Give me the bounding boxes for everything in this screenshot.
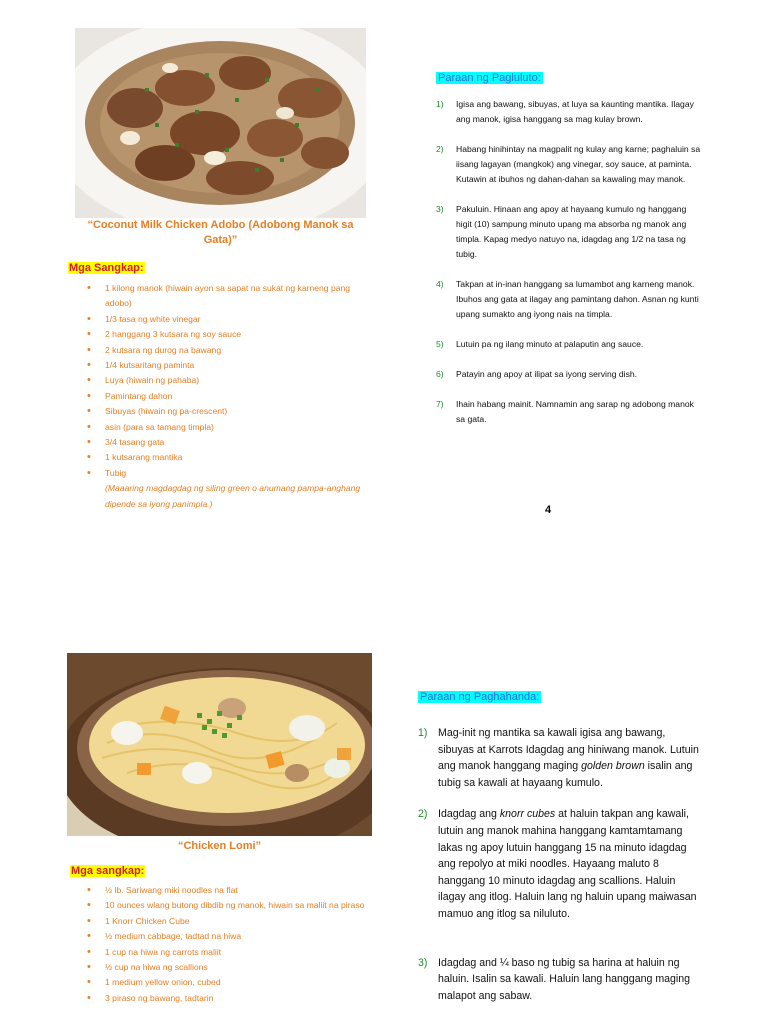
step-item	[436, 367, 704, 382]
ingredient-item: • ½ lb. Sariwang miki noodles na flat	[87, 883, 367, 898]
step-item	[436, 397, 704, 427]
step-text: Takpan at in-inan hanggang sa lumambot ang karneng manok. Ibuhos ang gata at ilagay ang pamintang dahon. Asnan ng kunti upang sumakto ang iyong nais na timpla.	[456, 279, 699, 319]
step-number: 3)	[436, 204, 444, 214]
ingredient-item: • Pamintang dahon	[87, 389, 372, 404]
step-item	[418, 806, 700, 922]
step-item	[418, 725, 700, 791]
recipe1-ingredients-list	[87, 281, 372, 512]
steps-heading-text: Paraan ng Pagluluto:	[438, 72, 541, 84]
ingredient-item: • 10 ounces wlang butong dibdib ng manok, hiwain sa maliit na piraso	[87, 898, 367, 913]
step-number: 1)	[436, 99, 444, 109]
lomi-illustration	[67, 653, 372, 836]
ingredient-item: • 1 cup na hiwa ng carrots maliit	[87, 945, 367, 960]
ingredient-item: • 1 kilong manok (hiwain ayon sa sapat na sukat ng karneng pang adobo)	[87, 281, 372, 312]
step-text-part: Idagdag ang	[438, 808, 500, 821]
step-text-part: at haluin takpan ang kawali, lutuin ang manok mahina hanggang kamtamtamang lakas ng apoy lutuin hanggang 15 na minuto idagdag ang repolyo at miki noodles. Hayaang maluto 8 hanggang 10 minuto idagdag ang scallions. Haluin ilagay ang itlog. Haluin lang ng haluin upang maiwasan mamuo ang itlog sa niluluto.	[438, 808, 697, 920]
step-number: 1)	[418, 727, 428, 739]
ingredients-heading-text: Mga Sangkap:	[69, 262, 144, 274]
ingredient-item: • 1 Knorr Chicken Cube	[87, 914, 367, 929]
step-text: Ihain habang mainit. Namnamin ang sarap ng adobong manok sa gata.	[456, 399, 694, 424]
step-number: 3)	[418, 956, 428, 969]
step-text: Pakuluin. Hinaan ang apoy at hayaang kumulo ng hanggang higit (10) sampung minuto upang ma absorba ng manok ang timpla. Kapag medyo natuyo na, idagdag ang 1/2 na tasa ng tubig.	[456, 204, 687, 259]
step-text-emphasis: knorr cubes	[499, 808, 556, 821]
ingredient-item: • ½ medium cabbage, tadtad na hiwa	[87, 929, 367, 944]
lomi-photo	[67, 653, 372, 836]
step-text-part: Idagdag and ¼ baso ng tubig sa harina at haluin ng haluin. Isalin sa kawali. Haluin lang hanggang maging malapot ang sabaw.	[438, 956, 691, 1002]
ingredient-item: • asin (para sa tamang timpla)	[87, 420, 372, 435]
step-number: 2)	[436, 144, 444, 154]
ingredient-item: • Sibuyas (hiwain ng pa-crescent)	[87, 404, 372, 419]
step-item	[436, 337, 704, 352]
steps-heading-text: Paraan ng Paghahanda:	[420, 691, 540, 703]
step-text: Patayin ang apoy at ilipat sa iyong serving dish.	[456, 369, 638, 379]
recipe2-title: “Chicken Lomi”	[177, 840, 262, 852]
ingredients-note: (Maaaring magdagdag ng siling green o anumang pampa-anghang dipende sa iyong panimpla.)	[105, 483, 361, 509]
step-text-part: Mag-init ng mantika sa kawali igisa ang bawang, sibuyas at Karrots Idagdag ang hiniwang manok. Lutuin ang manok hanggang maging	[438, 727, 699, 773]
step-item	[436, 202, 704, 262]
ingredient-item: • ½ cup na hiwa ng scallions	[87, 960, 367, 975]
ingredient-item: • 3 piraso ng bawang, tadtarin	[87, 991, 367, 1006]
ingredient-item: • 1 medium yellow onion, cubed	[87, 975, 367, 990]
recipe2-ingredients-heading	[70, 861, 145, 879]
ingredient-text: Tubig	[105, 467, 127, 478]
ingredients-heading-text: Mga sangkap:	[71, 865, 145, 877]
step-text: Habang hinihintay na magpalit ng kulay ang karne; paghaluin sa iisang lagayan (mangkok) ang vinegar, soy sauce, at paminta. Kutawin at ibuhos ng dahan-dahan sa kawaling may manok.	[456, 144, 701, 184]
step-number: 7)	[436, 399, 444, 409]
ingredient-item: • 3/4 tasang gata	[87, 435, 372, 450]
recipe2-steps-heading	[418, 687, 541, 705]
step-number: 4)	[436, 279, 444, 289]
step-item	[436, 142, 704, 187]
recipe1-ingredients-heading	[68, 258, 145, 276]
recipe1-title: “Coconut Milk Chicken Adobo (Adobong Manok sa Gata)”	[87, 219, 354, 246]
ingredient-item: • 1/4 kutsaritang paminta	[87, 358, 372, 373]
step-number: 6)	[436, 369, 444, 379]
ingredient-item: • 2 kutsara ng durog na bawang	[87, 343, 372, 358]
ingredient-item: • 1 kutsarang mantika	[87, 450, 372, 465]
recipe1-steps-heading	[436, 68, 543, 86]
adobo-photo	[75, 28, 366, 218]
recipe2-ingredients-list	[87, 883, 367, 1006]
step-number: 2)	[418, 808, 428, 821]
step-text-emphasis: golden brown	[581, 760, 645, 773]
ingredient-item	[87, 466, 372, 512]
step-text: Igisa ang bawang, sibuyas, at luya sa kaunting mantika. Ilagay ang manok, igisa hanggang sa mag kulay brown.	[456, 99, 694, 124]
recipe2-steps-list	[418, 725, 700, 1004]
step-item	[436, 97, 704, 127]
adobo-illustration	[75, 28, 366, 218]
step-text: Lutuin pa ng ilang minuto at palaputin ang sauce.	[456, 339, 644, 349]
page-number: 4	[545, 504, 552, 516]
ingredient-item: • 2 hanggang 3 kutsara ng soy sauce	[87, 327, 372, 342]
ingredient-item: • Luya (hiwain ng pahaba)	[87, 373, 372, 388]
ingredient-item: • 1/3 tasa ng white vinegar	[87, 312, 372, 327]
step-item	[436, 277, 704, 322]
step-item	[418, 955, 700, 1005]
step-number: 5)	[436, 339, 444, 349]
recipe1-steps-list	[436, 97, 704, 427]
step-text-part: isalin ang tubig sa kawali at hayaang kumulo.	[438, 760, 693, 789]
